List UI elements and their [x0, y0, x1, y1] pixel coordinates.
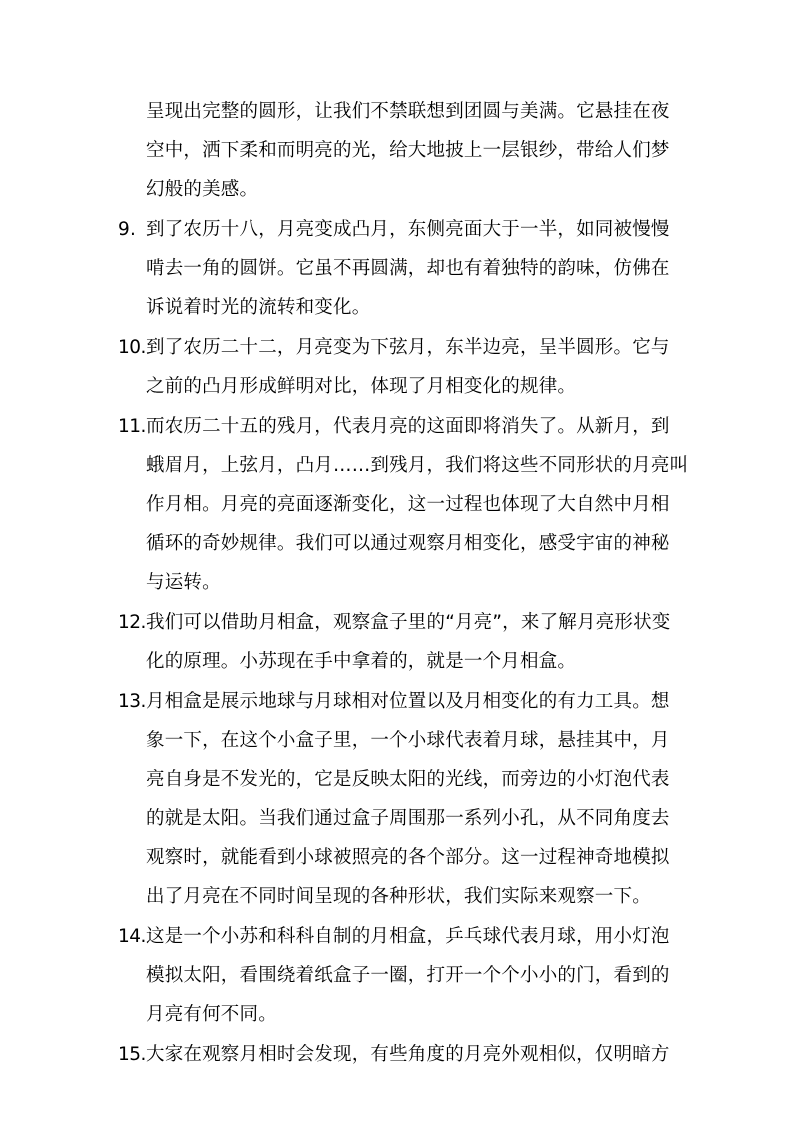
line-text: 啃去一角的圆饼。它虽不再圆满，却也有着独特的韵味，仿佛在 [146, 258, 670, 279]
paragraph-line [118, 760, 678, 799]
paragraph-line [118, 485, 678, 524]
line-text: 循环的奇妙规律。我们可以通过观察月相变化，感受宇宙的神秘 [146, 533, 670, 554]
list-item-9 [118, 210, 678, 249]
document-body [118, 92, 689, 1074]
paragraph-line [118, 721, 678, 760]
line-text: 而农历二十五的残月，代表月亮的这面即将消失了。从新月，到 [146, 416, 670, 437]
paragraph-line [118, 131, 678, 170]
list-item-11 [118, 407, 678, 446]
paragraph-line [118, 799, 678, 838]
paragraph-line [118, 92, 678, 131]
line-text: 诉说着时光的流转和变化。 [146, 297, 371, 318]
line-text: 大家在观察月相时会发现，有些角度的月亮外观相似，仅明暗方 [146, 1044, 670, 1065]
paragraph-line [118, 563, 678, 602]
line-text: 呈现出完整的圆形，让我们不禁联想到团圆与美满。它悬挂在夜 [146, 101, 670, 122]
list-item-14 [118, 917, 678, 956]
list-item-15 [118, 1035, 678, 1074]
line-text: 月相盒是展示地球与月球相对位置以及月相变化的有力工具。想 [146, 691, 670, 712]
line-text: 月亮有何不同。 [146, 1004, 277, 1025]
paragraph-line [118, 524, 678, 563]
line-text: 蛾眉月，上弦月，凸月……到残月，我们将这些不同形状的月亮叫 [146, 455, 689, 476]
line-text: 之前的凸月形成鲜明对比，体现了月相变化的规律。 [146, 376, 577, 397]
list-number: 10. [118, 337, 146, 358]
line-text: 亮自身是不发光的，它是反映太阳的光线，而旁边的小灯泡代表 [146, 769, 670, 790]
paragraph-line [118, 446, 689, 485]
line-text: 我们可以借助月相盒，观察盒子里的“月亮”，来了解月亮形状变 [146, 612, 671, 633]
line-text: 空中，洒下柔和而明亮的光，给大地披上一层银纱，带给人们梦 [146, 140, 670, 161]
line-text: 模拟太阳，看围绕着纸盒子一圈，打开一个个小小的门，看到的 [146, 965, 670, 986]
paragraph-line [118, 956, 678, 995]
paragraph-line [118, 995, 678, 1034]
line-text: 观察时，就能看到小球被照亮的各个部分。这一过程神奇地模拟 [146, 847, 670, 868]
line-text: 这是一个小苏和科科自制的月相盒，乒乓球代表月球，用小灯泡 [146, 926, 670, 947]
line-text: 化的原理。小苏现在手中拿着的，就是一个月相盒。 [146, 651, 577, 672]
paragraph-line [118, 367, 678, 406]
line-text: 象一下，在这个小盒子里，一个小球代表着月球，悬挂其中，月 [146, 730, 670, 751]
list-number: 15. [118, 1044, 146, 1065]
line-text: 与运转。 [146, 572, 221, 593]
line-text: 到了农历二十二，月亮变为下弦月，东半边亮，呈半圆形。它与 [146, 337, 670, 358]
line-text: 作月相。月亮的亮面逐渐变化，这一过程也体现了大自然中月相 [146, 494, 670, 515]
line-text: 的就是太阳。当我们通过盒子周围那一系列小孔，从不同角度去 [146, 808, 670, 829]
paragraph-line [118, 170, 678, 209]
line-text: 幻般的美感。 [146, 179, 259, 200]
paragraph-line [118, 249, 678, 288]
list-number: 13. [118, 691, 146, 712]
paragraph-line [118, 877, 678, 916]
list-item-13 [118, 682, 678, 721]
list-item-10 [118, 328, 678, 367]
list-number: 11. [118, 416, 146, 437]
list-number: 12. [118, 612, 146, 633]
list-number: 14. [118, 926, 146, 947]
list-item-12 [118, 603, 678, 642]
paragraph-line [118, 288, 678, 327]
paragraph-line [118, 838, 678, 877]
paragraph-line [118, 642, 678, 681]
line-text: 到了农历十八，月亮变成凸月，东侧亮面大于一半，如同被慢慢 [146, 219, 670, 240]
list-number: 9. [118, 219, 137, 240]
line-text: 出了月亮在不同时间呈现的各种形状，我们实际来观察一下。 [146, 886, 651, 907]
